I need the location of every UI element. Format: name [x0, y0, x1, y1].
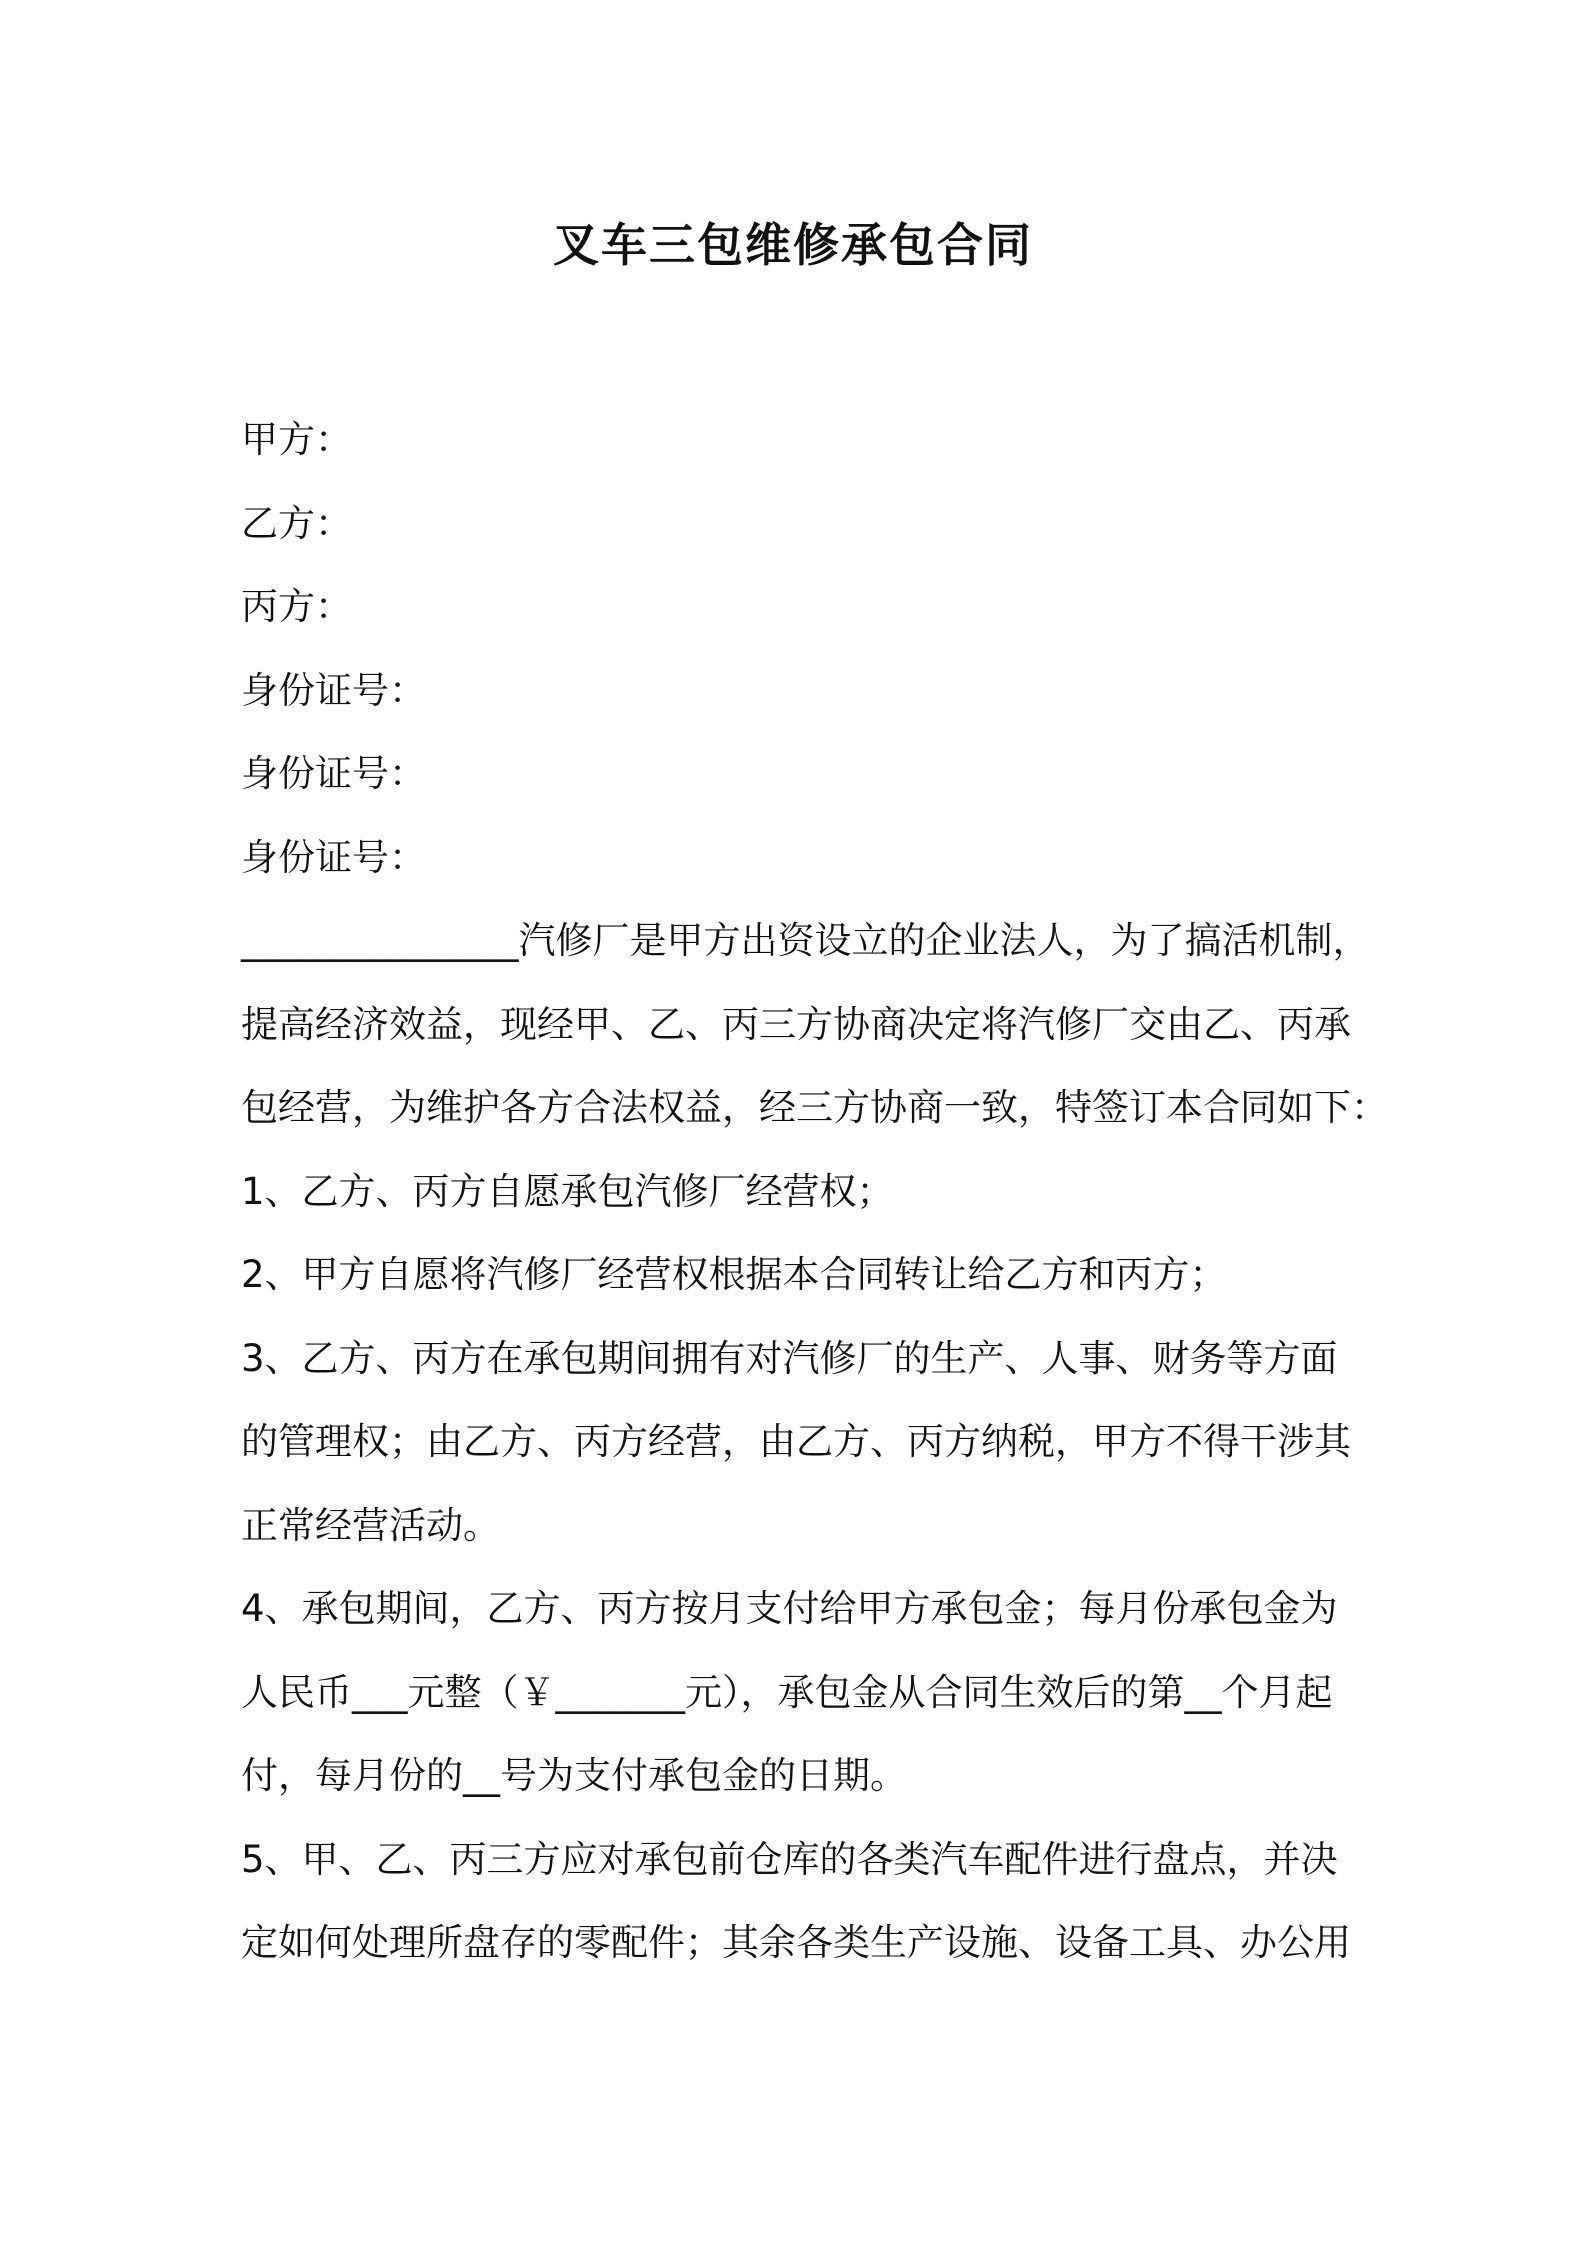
document-body — [241, 398, 1388, 1985]
party-b-line: 乙方： — [241, 501, 352, 545]
clause-line: 正常经营活动。 — [241, 1503, 500, 1547]
clause-line: 人民币___元整（￥_______元），承包金从合同生效后的第__个月起 — [241, 1670, 1333, 1714]
clause-line: 4、承包期间，乙方、丙方按月支付给甲方承包金；每月份承包金为 — [241, 1587, 1338, 1630]
clause-line: 3、乙方、丙方在承包期间拥有对汽修厂的生产、人事、财务等方面 — [241, 1336, 1338, 1380]
document-title: 叉车三包维修承包合同 — [553, 218, 1033, 272]
id-number-line: 身份证号： — [241, 752, 426, 795]
paragraph-line: 包经营，为维护各方合法权益，经三方协商一致，特签订本合同如下： — [241, 1086, 1388, 1129]
clause-line: 2、甲方自愿将汽修厂经营权根据本合同转让给乙方和丙方； — [241, 1253, 1227, 1296]
paragraph-line: _______________汽修厂是甲方出资设立的企业法人，为了搞活机制， — [241, 919, 1370, 962]
id-number-line: 身份证号： — [241, 835, 426, 879]
clause-line: 5、甲、乙、丙三方应对承包前仓库的各类汽车配件进行盘点，并决 — [241, 1837, 1338, 1881]
id-number-line: 身份证号： — [241, 668, 426, 712]
clause-line: 定如何处理所盘存的零配件；其余各类生产设施、设备工具、办公用 — [241, 1921, 1351, 1964]
party-c-line: 丙方： — [241, 585, 352, 628]
clause-line: 1、乙方、丙方自愿承包汽修厂经营权； — [241, 1169, 894, 1213]
clause-line: 的管理权；由乙方、丙方经营，由乙方、丙方纳税，甲方不得干涉其 — [241, 1420, 1351, 1463]
paragraph-line: 提高经济效益，现经甲、乙、丙三方协商决定将汽修厂交由乙、丙承 — [241, 1002, 1351, 1046]
clause-line: 付，每月份的__号为支付承包金的日期。 — [241, 1754, 907, 1797]
party-a-line: 甲方： — [241, 418, 352, 461]
